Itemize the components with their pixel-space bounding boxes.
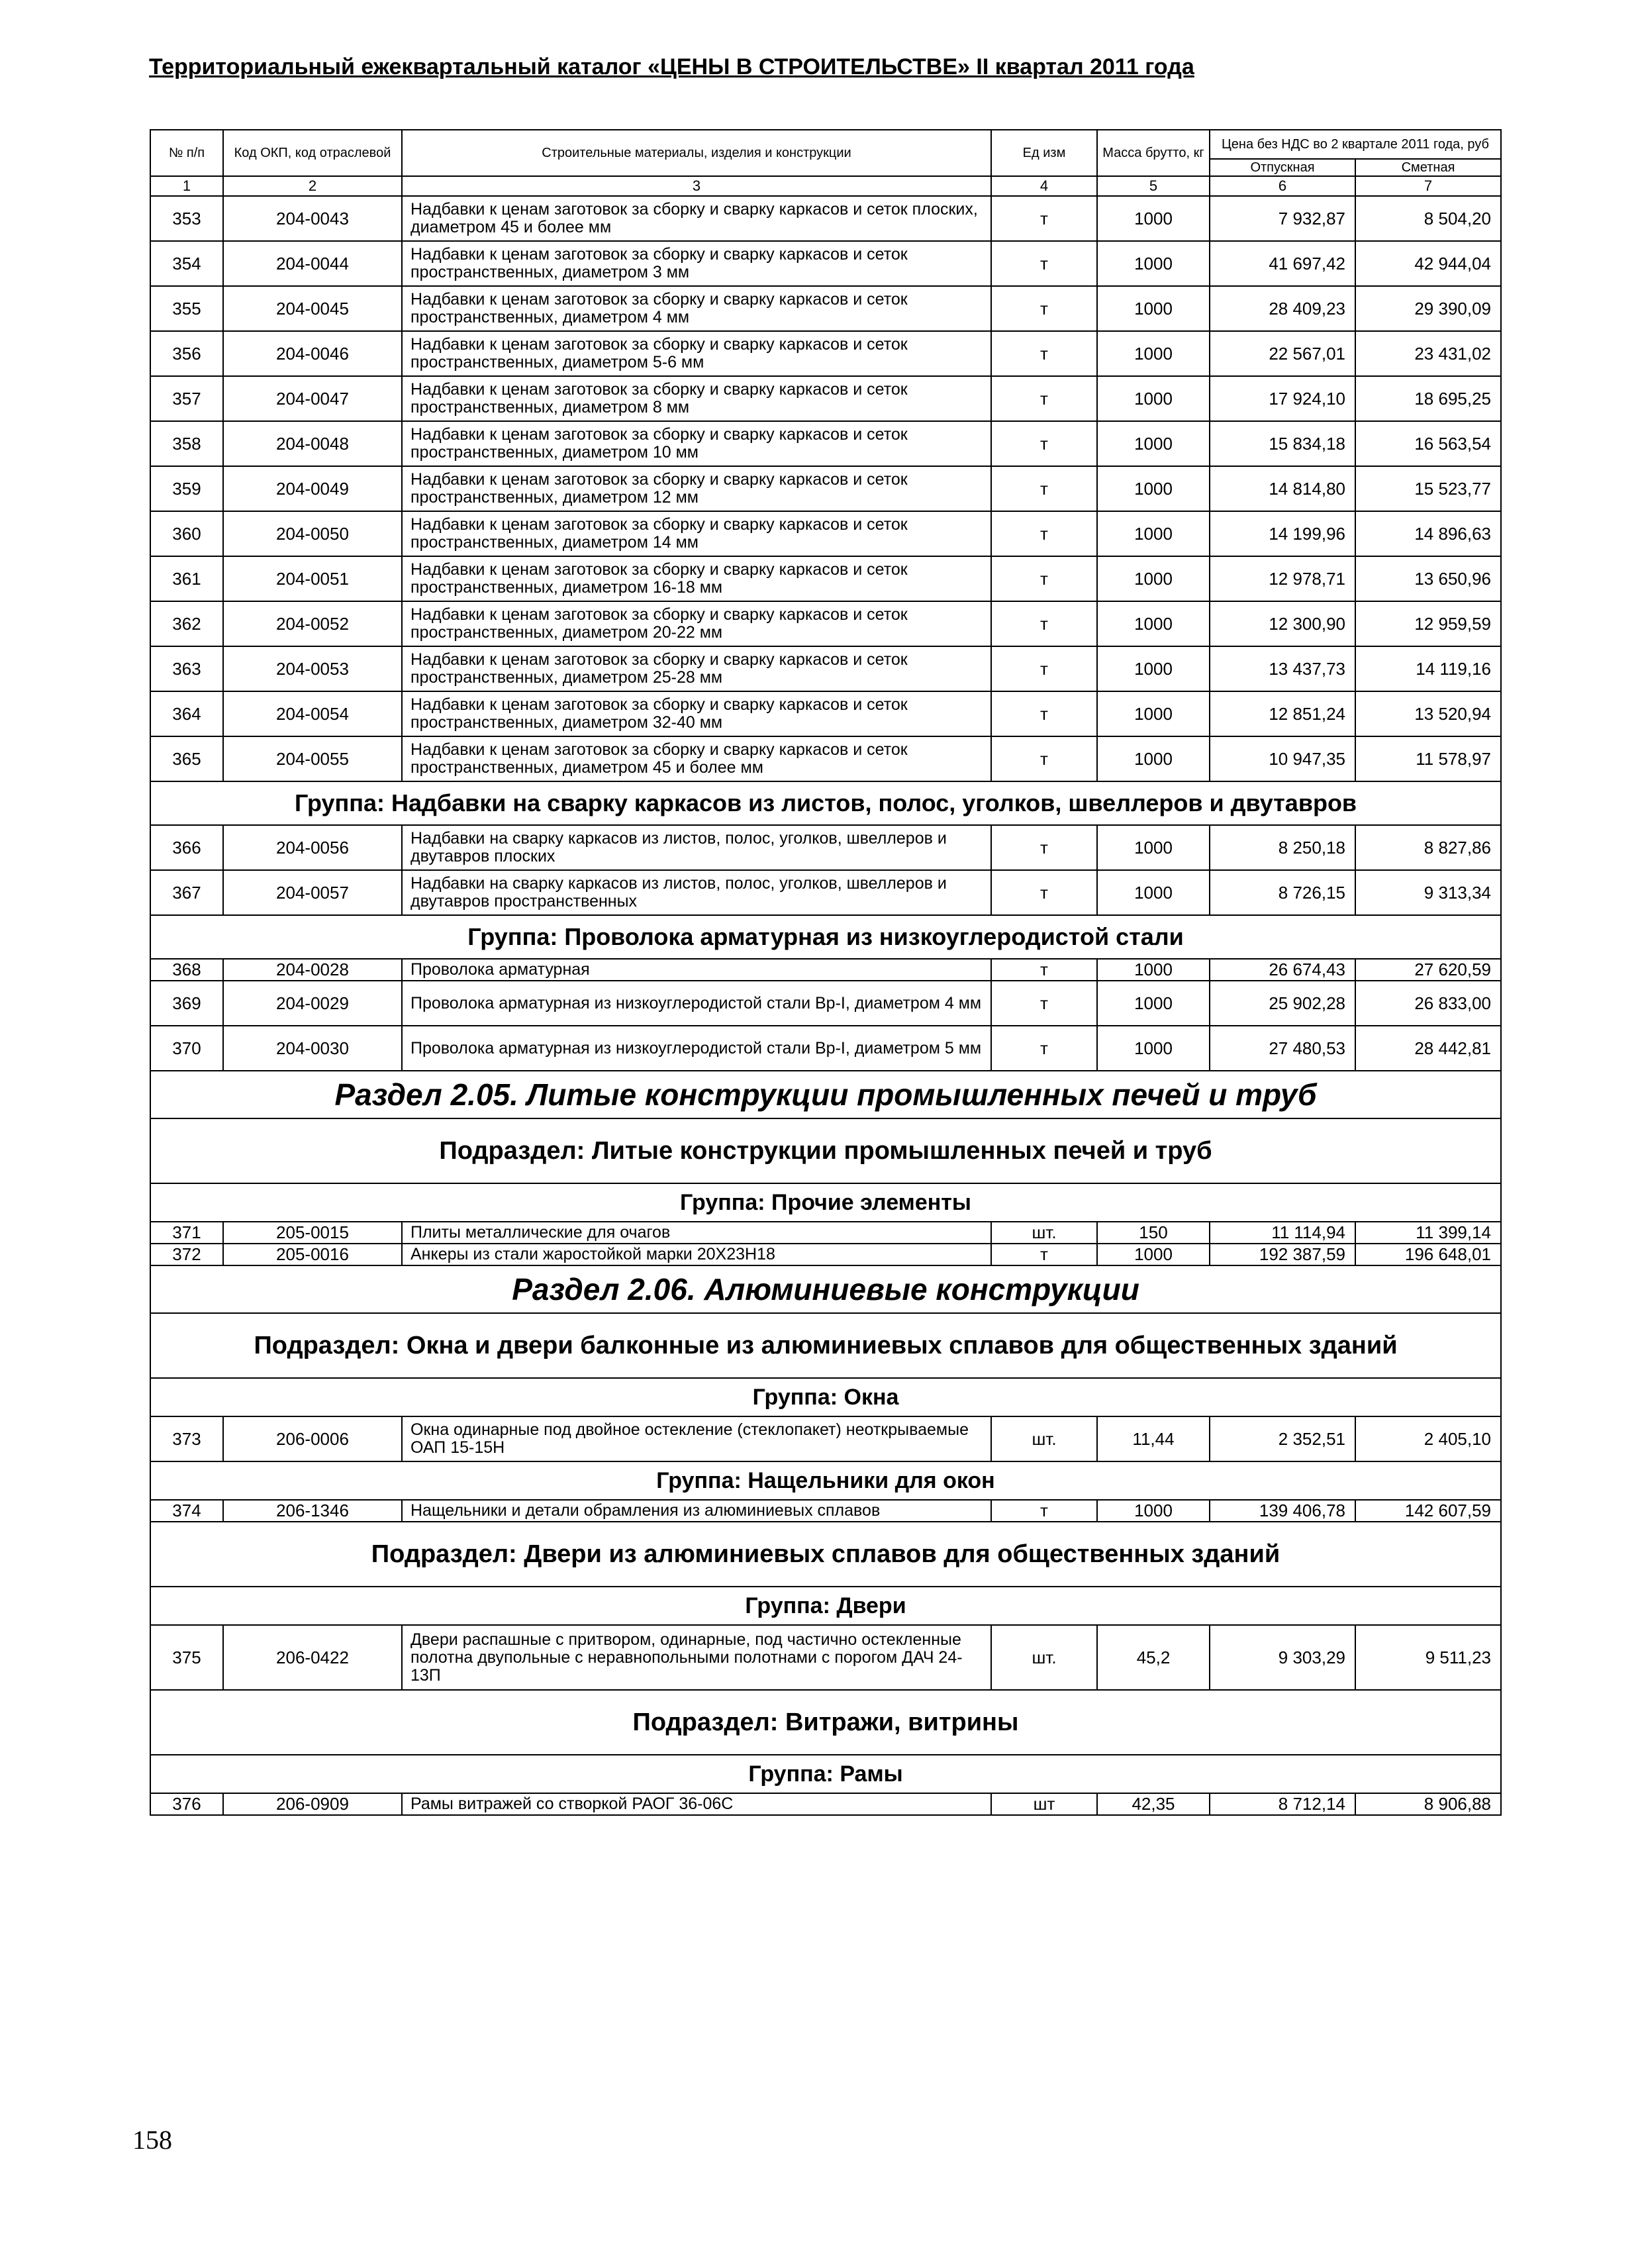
- cell-unit: т: [991, 196, 1097, 241]
- col-header-code: Код ОКП, код отраслевой: [223, 130, 402, 176]
- cell-p1: 10 947,35: [1210, 736, 1355, 781]
- cell-p1: 9 303,29: [1210, 1625, 1355, 1690]
- cell-unit: т: [991, 736, 1097, 781]
- cell-p2: 16 563,54: [1355, 421, 1501, 466]
- cell-n: 355: [150, 286, 223, 331]
- cell-p1: 2 352,51: [1210, 1416, 1355, 1461]
- col-header-price-estimate: Сметная: [1355, 159, 1501, 176]
- cell-name: Надбавки к ценам заготовок за сборку и сварку каркасов и сеток пространственных, диаметром 32-40 мм: [402, 691, 991, 736]
- table-row: [150, 1793, 1501, 1815]
- cell-unit: т: [991, 511, 1097, 556]
- table-row: [150, 601, 1501, 646]
- cell-p2: 13 520,94: [1355, 691, 1501, 736]
- cell-mass: 1000: [1097, 241, 1210, 286]
- col-header-name: Строительные материалы, изделия и конструкции: [402, 130, 991, 176]
- table-row: [150, 646, 1501, 691]
- cell-code: 204-0049: [223, 466, 402, 511]
- cell-name: Надбавки к ценам заготовок за сборку и сварку каркасов и сеток пространственных, диаметром 10 мм: [402, 421, 991, 466]
- cell-p2: 12 959,59: [1355, 601, 1501, 646]
- cell-code: 204-0045: [223, 286, 402, 331]
- cell-mass: 1000: [1097, 286, 1210, 331]
- col-number: 5: [1097, 176, 1210, 196]
- col-number: 4: [991, 176, 1097, 196]
- cell-name: Надбавки к ценам заготовок за сборку и сварку каркасов и сеток пространственных, диаметром 12 мм: [402, 466, 991, 511]
- cell-n: 363: [150, 646, 223, 691]
- cell-unit: т: [991, 981, 1097, 1026]
- cell-name: Надбавки к ценам заготовок за сборку и сварку каркасов и сеток пространственных, диаметром 5-6 мм: [402, 331, 991, 376]
- price-table: [150, 129, 1502, 1816]
- cell-mass: 1000: [1097, 1026, 1210, 1071]
- cell-p1: 12 300,90: [1210, 601, 1355, 646]
- cell-code: 204-0051: [223, 556, 402, 601]
- cell-p2: 11 578,97: [1355, 736, 1501, 781]
- cell-mass: 42,35: [1097, 1793, 1210, 1815]
- cell-unit: т: [991, 959, 1097, 981]
- cell-code: 206-0422: [223, 1625, 402, 1690]
- cell-mass: 1000: [1097, 556, 1210, 601]
- cell-n: 372: [150, 1244, 223, 1265]
- subsection-heading: Подраздел: Витражи, витрины: [150, 1690, 1501, 1755]
- col-number: 6: [1210, 176, 1355, 196]
- cell-code: 204-0030: [223, 1026, 402, 1071]
- cell-p2: 8 827,86: [1355, 825, 1501, 870]
- cell-name: Надбавки к ценам заготовок за сборку и сварку каркасов и сеток пространственных, диаметром 14 мм: [402, 511, 991, 556]
- group-heading: Группа: Нащельники для окон: [150, 1461, 1501, 1500]
- cell-n: 373: [150, 1416, 223, 1461]
- table-row: [150, 1500, 1501, 1522]
- cell-p2: 11 399,14: [1355, 1222, 1501, 1244]
- table-row: [150, 1625, 1501, 1690]
- cell-name: Проволока арматурная из низкоуглеродистой стали Вр-I, диаметром 4 мм: [402, 981, 991, 1026]
- cell-p1: 26 674,43: [1210, 959, 1355, 981]
- cell-mass: 1000: [1097, 466, 1210, 511]
- cell-p2: 29 390,09: [1355, 286, 1501, 331]
- subsection-heading-row: [150, 1118, 1501, 1183]
- cell-p2: 18 695,25: [1355, 376, 1501, 421]
- cell-mass: 1000: [1097, 196, 1210, 241]
- cell-p2: 142 607,59: [1355, 1500, 1501, 1522]
- cell-unit: т: [991, 466, 1097, 511]
- subsection-heading-row: [150, 1522, 1501, 1587]
- cell-p2: 26 833,00: [1355, 981, 1501, 1026]
- cell-code: 206-0006: [223, 1416, 402, 1461]
- cell-code: 204-0048: [223, 421, 402, 466]
- cell-code: 204-0043: [223, 196, 402, 241]
- cell-name: Анкеры из стали жаростойкой марки 20Х23Н18: [402, 1244, 991, 1265]
- cell-name: Нащельники и детали обрамления из алюминиевых сплавов: [402, 1500, 991, 1522]
- group-heading-row: [150, 1587, 1501, 1625]
- cell-p2: 9 511,23: [1355, 1625, 1501, 1690]
- table-row: [150, 511, 1501, 556]
- cell-code: 205-0015: [223, 1222, 402, 1244]
- cell-p2: 42 944,04: [1355, 241, 1501, 286]
- cell-unit: т: [991, 376, 1097, 421]
- cell-unit: шт: [991, 1793, 1097, 1815]
- cell-p2: 9 313,34: [1355, 870, 1501, 915]
- cell-name: Двери распашные с притвором, одинарные, под частично остекленные полотна двупольные с неравнопольными полотнами с порогом ДАЧ 24-13П: [402, 1625, 991, 1690]
- group-heading: Группа: Прочие элементы: [150, 1183, 1501, 1222]
- cell-unit: т: [991, 286, 1097, 331]
- cell-n: 371: [150, 1222, 223, 1244]
- cell-code: 204-0029: [223, 981, 402, 1026]
- cell-code: 206-1346: [223, 1500, 402, 1522]
- cell-p1: 192 387,59: [1210, 1244, 1355, 1265]
- cell-mass: 1000: [1097, 981, 1210, 1026]
- section-heading-row: [150, 1265, 1501, 1313]
- cell-unit: т: [991, 241, 1097, 286]
- cell-n: 364: [150, 691, 223, 736]
- col-number: 1: [150, 176, 223, 196]
- col-header-price: Цена без НДС во 2 квартале 2011 года, руб: [1210, 130, 1501, 159]
- cell-mass: 150: [1097, 1222, 1210, 1244]
- table-row: [150, 1244, 1501, 1265]
- cell-unit: т: [991, 870, 1097, 915]
- cell-name: Надбавки к ценам заготовок за сборку и сварку каркасов и сеток пространственных, диаметром 16-18 мм: [402, 556, 991, 601]
- cell-p1: 139 406,78: [1210, 1500, 1355, 1522]
- cell-p1: 15 834,18: [1210, 421, 1355, 466]
- cell-n: 361: [150, 556, 223, 601]
- cell-p1: 17 924,10: [1210, 376, 1355, 421]
- cell-unit: т: [991, 1500, 1097, 1522]
- cell-unit: т: [991, 825, 1097, 870]
- group-heading: Группа: Рамы: [150, 1755, 1501, 1793]
- group-heading-row: [150, 1183, 1501, 1222]
- cell-name: Рамы витражей со створкой РАОГ 36-06С: [402, 1793, 991, 1815]
- cell-n: 374: [150, 1500, 223, 1522]
- cell-p1: 13 437,73: [1210, 646, 1355, 691]
- table-row: [150, 376, 1501, 421]
- cell-code: 204-0052: [223, 601, 402, 646]
- subsection-heading: Подраздел: Окна и двери балконные из алюминиевых сплавов для общественных зданий: [150, 1313, 1501, 1378]
- cell-code: 204-0054: [223, 691, 402, 736]
- cell-mass: 1000: [1097, 736, 1210, 781]
- price-table-container: [150, 129, 1502, 1816]
- cell-n: 354: [150, 241, 223, 286]
- cell-n: 365: [150, 736, 223, 781]
- group-heading: Группа: Проволока арматурная из низкоуглеродистой стали: [150, 915, 1501, 959]
- cell-code: 204-0028: [223, 959, 402, 981]
- col-number: 3: [402, 176, 991, 196]
- cell-code: 204-0044: [223, 241, 402, 286]
- table-row: [150, 981, 1501, 1026]
- cell-code: 204-0047: [223, 376, 402, 421]
- table-row: [150, 196, 1501, 241]
- cell-unit: т: [991, 421, 1097, 466]
- cell-n: 356: [150, 331, 223, 376]
- page-number: 158: [132, 2125, 172, 2155]
- cell-unit: шт.: [991, 1416, 1097, 1461]
- cell-name: Надбавки к ценам заготовок за сборку и сварку каркасов и сеток пространственных, диаметром 4 мм: [402, 286, 991, 331]
- group-heading-row: [150, 1755, 1501, 1793]
- cell-name: Окна одинарные под двойное остекление (стеклопакет) неоткрываемые ОАП 15-15Н: [402, 1416, 991, 1461]
- cell-unit: т: [991, 556, 1097, 601]
- cell-p1: 22 567,01: [1210, 331, 1355, 376]
- cell-p1: 8 712,14: [1210, 1793, 1355, 1815]
- cell-name: Надбавки на сварку каркасов из листов, полос, уголков, швеллеров и двутавров плоских: [402, 825, 991, 870]
- catalog-header-title: Территориальный ежеквартальный каталог «ЦЕНЫ В СТРОИТЕЛЬСТВЕ» II квартал 2011 года: [149, 54, 1194, 79]
- cell-name: Надбавки к ценам заготовок за сборку и сварку каркасов и сеток пространственных, диаметром 8 мм: [402, 376, 991, 421]
- cell-code: 205-0016: [223, 1244, 402, 1265]
- cell-n: 360: [150, 511, 223, 556]
- cell-p2: 28 442,81: [1355, 1026, 1501, 1071]
- cell-p2: 196 648,01: [1355, 1244, 1501, 1265]
- cell-name: Надбавки к ценам заготовок за сборку и сварку каркасов и сеток плоских, диаметром 45 и более мм: [402, 196, 991, 241]
- cell-unit: шт.: [991, 1625, 1097, 1690]
- cell-mass: 1000: [1097, 691, 1210, 736]
- cell-mass: 1000: [1097, 511, 1210, 556]
- cell-n: 358: [150, 421, 223, 466]
- cell-code: 204-0050: [223, 511, 402, 556]
- table-row: [150, 421, 1501, 466]
- cell-name: Надбавки к ценам заготовок за сборку и сварку каркасов и сеток пространственных, диаметром 45 и более мм: [402, 736, 991, 781]
- table-row: [150, 331, 1501, 376]
- group-heading: Группа: Надбавки на сварку каркасов из листов, полос, уголков, швеллеров и двутавров: [150, 781, 1501, 825]
- col-header-price-release: Отпускная: [1210, 159, 1355, 176]
- group-heading: Группа: Двери: [150, 1587, 1501, 1625]
- cell-p1: 7 932,87: [1210, 196, 1355, 241]
- col-number: 2: [223, 176, 402, 196]
- cell-code: 204-0046: [223, 331, 402, 376]
- cell-unit: т: [991, 601, 1097, 646]
- section-heading-row: [150, 1071, 1501, 1118]
- column-number-row: [150, 176, 1501, 196]
- cell-mass: 1000: [1097, 959, 1210, 981]
- cell-n: 368: [150, 959, 223, 981]
- section-heading: Раздел 2.05. Литые конструкции промышленных печей и труб: [150, 1071, 1501, 1118]
- table-row: [150, 556, 1501, 601]
- table-row: [150, 825, 1501, 870]
- cell-unit: т: [991, 646, 1097, 691]
- col-header-unit: Ед изм: [991, 130, 1097, 176]
- col-header-mass: Масса брутто, кг: [1097, 130, 1210, 176]
- col-number: 7: [1355, 176, 1501, 196]
- cell-n: 366: [150, 825, 223, 870]
- cell-code: 204-0056: [223, 825, 402, 870]
- cell-p2: 15 523,77: [1355, 466, 1501, 511]
- table-row: [150, 691, 1501, 736]
- cell-n: 359: [150, 466, 223, 511]
- table-body: [150, 176, 1501, 1815]
- cell-mass: 11,44: [1097, 1416, 1210, 1461]
- cell-p2: 13 650,96: [1355, 556, 1501, 601]
- cell-p2: 27 620,59: [1355, 959, 1501, 981]
- cell-unit: т: [991, 331, 1097, 376]
- cell-mass: 1000: [1097, 646, 1210, 691]
- cell-mass: 1000: [1097, 1500, 1210, 1522]
- cell-p2: 14 896,63: [1355, 511, 1501, 556]
- subsection-heading: Подраздел: Литые конструкции промышленных печей и труб: [150, 1118, 1501, 1183]
- cell-p1: 14 814,80: [1210, 466, 1355, 511]
- group-heading-row: [150, 1378, 1501, 1416]
- col-header-num: № п/п: [150, 130, 223, 176]
- table-row: [150, 959, 1501, 981]
- cell-code: 204-0057: [223, 870, 402, 915]
- table-row: [150, 736, 1501, 781]
- cell-p1: 8 250,18: [1210, 825, 1355, 870]
- group-heading-row: [150, 915, 1501, 959]
- cell-name: Проволока арматурная: [402, 959, 991, 981]
- cell-p1: 11 114,94: [1210, 1222, 1355, 1244]
- cell-n: 362: [150, 601, 223, 646]
- cell-n: 370: [150, 1026, 223, 1071]
- cell-p2: 14 119,16: [1355, 646, 1501, 691]
- cell-unit: т: [991, 1026, 1097, 1071]
- cell-mass: 45,2: [1097, 1625, 1210, 1690]
- cell-unit: т: [991, 691, 1097, 736]
- cell-name: Надбавки к ценам заготовок за сборку и сварку каркасов и сеток пространственных, диаметром 3 мм: [402, 241, 991, 286]
- cell-name: Надбавки к ценам заготовок за сборку и сварку каркасов и сеток пространственных, диаметром 25-28 мм: [402, 646, 991, 691]
- cell-mass: 1000: [1097, 421, 1210, 466]
- cell-p1: 14 199,96: [1210, 511, 1355, 556]
- cell-name: Плиты металлические для очагов: [402, 1222, 991, 1244]
- section-heading: Раздел 2.06. Алюминиевые конструкции: [150, 1265, 1501, 1313]
- cell-n: 376: [150, 1793, 223, 1815]
- cell-p1: 41 697,42: [1210, 241, 1355, 286]
- cell-n: 357: [150, 376, 223, 421]
- cell-p2: 23 431,02: [1355, 331, 1501, 376]
- cell-p1: 8 726,15: [1210, 870, 1355, 915]
- cell-n: 367: [150, 870, 223, 915]
- subsection-heading-row: [150, 1690, 1501, 1755]
- cell-n: 369: [150, 981, 223, 1026]
- cell-code: 204-0053: [223, 646, 402, 691]
- cell-p2: 8 906,88: [1355, 1793, 1501, 1815]
- cell-unit: шт.: [991, 1222, 1097, 1244]
- table-row: [150, 1026, 1501, 1071]
- cell-p2: 2 405,10: [1355, 1416, 1501, 1461]
- cell-p1: 12 978,71: [1210, 556, 1355, 601]
- cell-p1: 12 851,24: [1210, 691, 1355, 736]
- cell-p1: 25 902,28: [1210, 981, 1355, 1026]
- cell-code: 206-0909: [223, 1793, 402, 1815]
- table-row: [150, 1416, 1501, 1461]
- cell-p1: 28 409,23: [1210, 286, 1355, 331]
- cell-n: 353: [150, 196, 223, 241]
- group-heading: Группа: Окна: [150, 1378, 1501, 1416]
- cell-mass: 1000: [1097, 601, 1210, 646]
- table-row: [150, 241, 1501, 286]
- table-row: [150, 286, 1501, 331]
- table-row: [150, 466, 1501, 511]
- cell-p2: 8 504,20: [1355, 196, 1501, 241]
- cell-mass: 1000: [1097, 870, 1210, 915]
- group-heading-row: [150, 781, 1501, 825]
- cell-mass: 1000: [1097, 376, 1210, 421]
- cell-n: 375: [150, 1625, 223, 1690]
- table-row: [150, 870, 1501, 915]
- cell-unit: т: [991, 1244, 1097, 1265]
- subsection-heading-row: [150, 1313, 1501, 1378]
- cell-p1: 27 480,53: [1210, 1026, 1355, 1071]
- cell-name: Надбавки на сварку каркасов из листов, полос, уголков, швеллеров и двутавров пространственных: [402, 870, 991, 915]
- cell-name: Проволока арматурная из низкоуглеродистой стали Вр-I, диаметром 5 мм: [402, 1026, 991, 1071]
- subsection-heading: Подраздел: Двери из алюминиевых сплавов для общественных зданий: [150, 1522, 1501, 1587]
- table-row: [150, 1222, 1501, 1244]
- cell-name: Надбавки к ценам заготовок за сборку и сварку каркасов и сеток пространственных, диаметром 20-22 мм: [402, 601, 991, 646]
- cell-mass: 1000: [1097, 331, 1210, 376]
- cell-code: 204-0055: [223, 736, 402, 781]
- cell-mass: 1000: [1097, 825, 1210, 870]
- group-heading-row: [150, 1461, 1501, 1500]
- cell-mass: 1000: [1097, 1244, 1210, 1265]
